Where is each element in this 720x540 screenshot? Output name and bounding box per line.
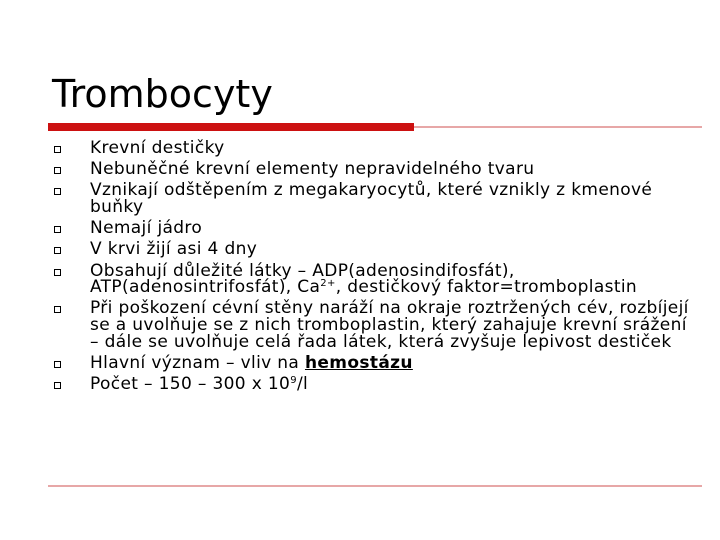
list-item [52, 140, 692, 157]
item-text-start: Hlavní význam – vliv na [90, 352, 305, 373]
item-text: Při poškození cévní stěny naráží na okraje roztržených cév, rozbíjejí se a uvolňuje se z nich tromboplastin, který zahajuje krevní srážení – dále se uvolňuje celá řada látek, která zvyšuje lepivost destiček [90, 298, 689, 352]
square-bullet-icon [54, 167, 61, 174]
list-item [52, 182, 692, 215]
list-item [52, 300, 692, 350]
square-bullet-icon [54, 188, 61, 195]
item-text-start: Počet – 150 – 300 x 10 [90, 373, 291, 394]
item-text: Krevní destičky [90, 138, 225, 158]
slide-title: Trombocyty [52, 72, 273, 116]
calcium-charge-superscript: 2+ [320, 278, 336, 290]
list-item [52, 352, 692, 373]
item-text: Nemají jádro [90, 218, 203, 239]
list-item [52, 260, 692, 298]
square-bullet-icon [54, 306, 61, 313]
square-bullet-icon [54, 146, 61, 153]
list-item [52, 161, 692, 178]
footer-divider [48, 485, 702, 487]
list-item [52, 241, 692, 258]
list-item [52, 373, 692, 394]
hemostasis-link[interactable]: hemostázu [304, 352, 413, 373]
item-text-end: , destičkový faktor=tromboplastin [335, 277, 638, 298]
list-item [52, 220, 692, 237]
item-text: Nebuněčné krevní elementy nepravidelného tvaru [90, 159, 535, 180]
title-divider-accent [48, 123, 414, 131]
square-bullet-icon [54, 226, 61, 233]
square-bullet-icon [54, 269, 61, 276]
bullet-list [52, 140, 692, 392]
exponent-superscript: 9 [290, 374, 297, 386]
square-bullet-icon [54, 382, 61, 389]
item-text-start: Obsahují důležité látky – ADP(adenosindifosfát), ATP(adenosintrifosfát), Ca [90, 260, 515, 298]
item-text-end: /l [296, 373, 309, 394]
item-text: Vznikají odštěpením z megakaryocytů, které vznikly z kmenové buňky [90, 180, 653, 217]
square-bullet-icon [54, 361, 61, 368]
item-text: V krvi žijí asi 4 dny [90, 239, 258, 260]
square-bullet-icon [54, 247, 61, 254]
